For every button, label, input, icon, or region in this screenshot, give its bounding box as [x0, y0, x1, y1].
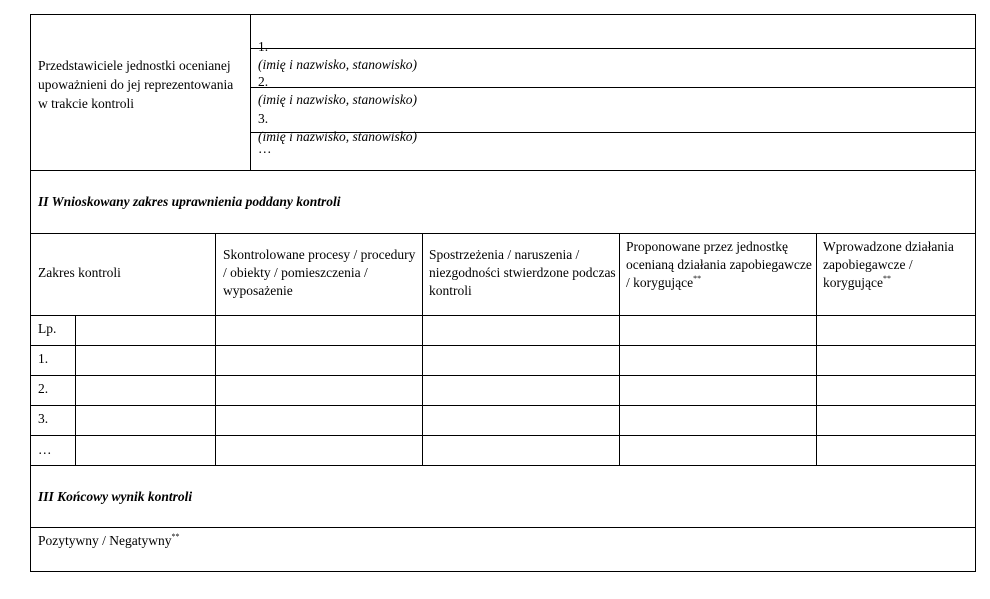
divider — [31, 375, 976, 376]
divider — [619, 233, 620, 465]
footnote-mark: ** — [171, 532, 180, 541]
table-row-number: 1. — [38, 351, 49, 366]
header-text: Wprowadzone działania zapobiegawcze / korygujące — [823, 239, 954, 290]
row-lp-header: Lp. — [38, 321, 57, 336]
section-3-title: III Końcowy wynik kontroli — [38, 489, 193, 504]
footnote-mark: ** — [693, 274, 702, 283]
entry-placeholder: (imię i nazwisko, stanowisko) — [258, 57, 417, 72]
header-proponowane — [626, 238, 814, 292]
header-spostrzezenia: Spostrzeżenia / naruszenia / niezgodności stwierdzone podczas kontroli — [429, 247, 616, 298]
divider — [31, 315, 976, 316]
header-wprowadzone — [823, 238, 973, 292]
header-zakres-kontroli: Zakres kontroli — [38, 265, 121, 280]
divider — [31, 345, 976, 346]
divider — [31, 435, 976, 436]
header-skontrolowane: Skontrolowane procesy / procedury / obiekty / pomieszczenia / wyposażenie — [223, 247, 416, 298]
table-row-number: 3. — [38, 411, 49, 426]
divider — [31, 233, 976, 234]
entry-number: 2. — [258, 74, 269, 89]
table-row-number: … — [38, 442, 52, 457]
divider — [31, 527, 976, 528]
entry-number: 1. — [258, 39, 269, 54]
final-result-options: Pozytywny / Negatywny — [38, 533, 172, 548]
divider — [422, 233, 423, 465]
section-2-title: II Wnioskowany zakres uprawnienia poddany kontroli — [38, 194, 341, 209]
divider — [31, 170, 976, 171]
divider — [215, 233, 216, 465]
final-result-field[interactable] — [38, 532, 179, 550]
entry-number: 3. — [258, 111, 269, 126]
header-text: Proponowane przez jednostkę ocenianą działania zapobiegawcze / korygujące — [626, 239, 812, 290]
representatives-label: Przedstawiciele jednostki ocenianej upoważnieni do jej reprezentowania w trakcie kontroli — [38, 58, 234, 111]
entry-placeholder: (imię i nazwisko, stanowisko) — [258, 92, 417, 107]
entry-placeholder: (imię i nazwisko, stanowisko) — [258, 129, 417, 144]
divider — [816, 233, 817, 465]
representative-entry-3[interactable] — [258, 92, 417, 146]
divider — [250, 15, 251, 170]
divider — [31, 405, 976, 406]
control-form-table — [30, 14, 976, 572]
footnote-mark: ** — [882, 274, 891, 283]
divider — [75, 315, 76, 465]
representative-entry-more[interactable]: … — [258, 141, 272, 156]
divider — [31, 465, 976, 466]
table-row-number: 2. — [38, 381, 49, 396]
